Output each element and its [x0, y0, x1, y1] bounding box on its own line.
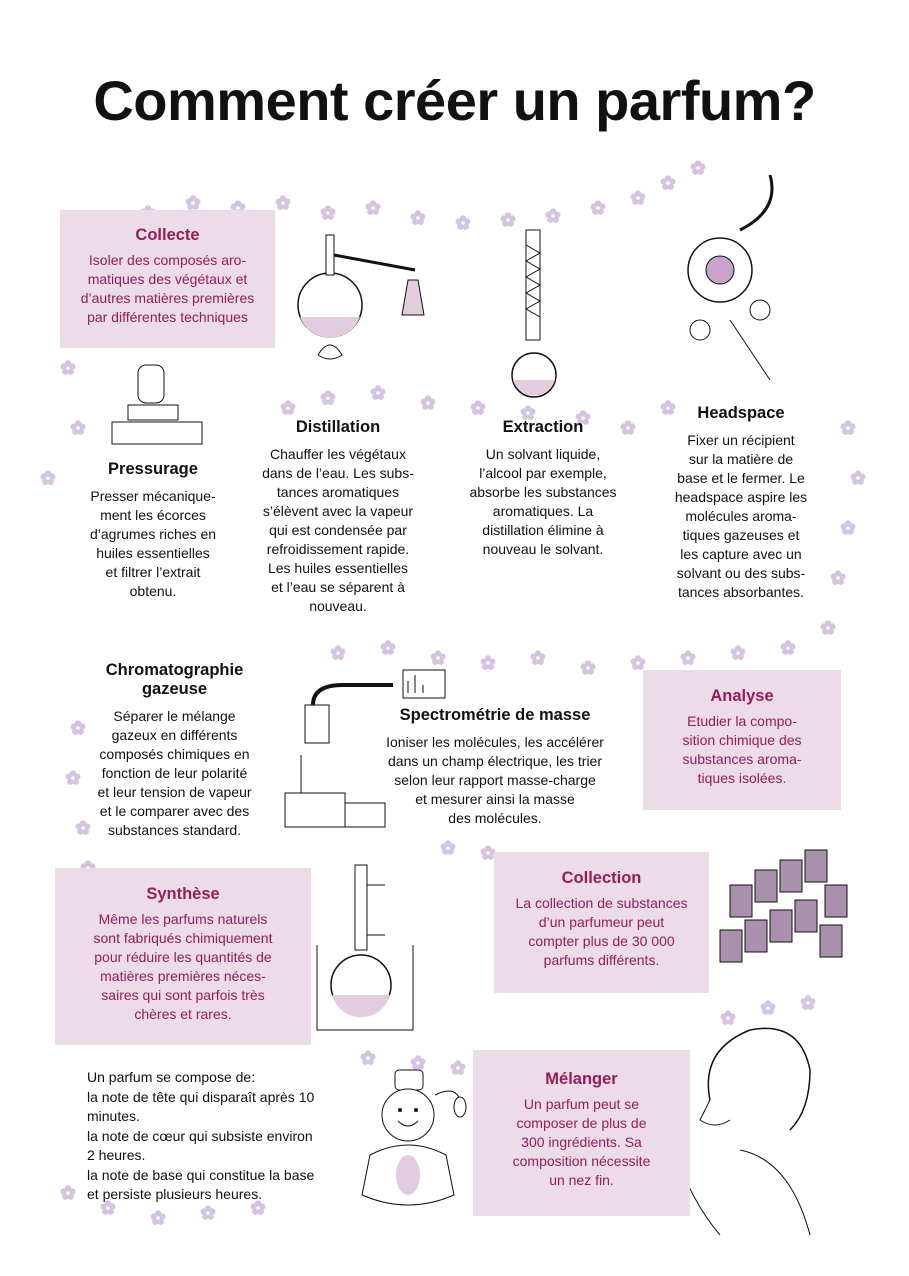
analyse-text: Etudier la compo- sition chimique des substances aroma- tiques isolées. [682, 713, 802, 786]
melanger-title: Mélanger [545, 1070, 618, 1088]
distillation-title: Distillation [295, 418, 381, 436]
flower-icon [530, 650, 546, 666]
melanger-text: Un parfum peut se composer de plus de 300 ingrédients. Sa composition nécessite un nez fin. [512, 1096, 651, 1188]
flower-icon [330, 645, 346, 661]
synthese-box [55, 868, 311, 1045]
flower-icon [185, 195, 201, 211]
flower-icon [850, 470, 866, 486]
analyse-box [643, 670, 841, 810]
page-title: Comment créer un parfum? [93, 69, 816, 132]
flower-icon [370, 385, 386, 401]
collecte-text: Isoler des composés aro- matiques des végétaux et d’autres matières premières par différentes techniques [80, 252, 255, 325]
chromatographie-text: Séparer le mélange gazeux en différents composés chimiques en fonction de leur polarité et leur tension de vapeur et le comparer avec des substances standard. [97, 708, 252, 838]
distillation-apparatus-icon [290, 225, 440, 375]
flower-icon [580, 660, 596, 676]
distillation-text: Chauffer les végétaux dans de l’eau. Les subs- tances aromatiques s’élèvent avec la vapeur qui est condensée par refroidissement rapide. Les huiles essentielles et l’eau se séparent à nouveau. [262, 446, 414, 614]
collection-title: Collection [561, 869, 642, 887]
collection-text: La collection de substances d’un parfumeur peut compter plus de 30 000 parfums différents. [515, 895, 688, 968]
flower-icon [660, 175, 676, 191]
pressurage-text: Presser mécanique- ment les écorces d’agrumes riches en huiles essentielles et filtrer l’extrait obtenu. [89, 488, 217, 599]
flower-icon [420, 395, 436, 411]
extraction-section [448, 418, 638, 559]
extraction-title: Extraction [502, 418, 584, 436]
melanger-box [473, 1050, 690, 1216]
flower-icon [730, 645, 746, 661]
flower-icon [320, 205, 336, 221]
pressurage-section [63, 460, 243, 601]
synthese-title: Synthèse [146, 885, 220, 903]
synthese-text: Même les parfums naturels sont fabriqués chimiquement pour réduire les quantités de matières premières néces- saires qui sont parfois très chères et rares. [93, 911, 273, 1022]
flower-icon [430, 650, 446, 666]
flower-icon [440, 840, 456, 856]
spectrometrie-text: Ioniser les molécules, les accélérer dans un champ électrique, les trier selon leur rapport masse-charge et mesurer ainsi la masse des molécules. [386, 734, 604, 826]
collecte-box [60, 210, 275, 348]
perfume-notes-text: Un parfum se compose de: la note de tête qui disparaît après 10 minutes. la note de cœur qui subsiste environ 2 heures. la note de base qui constitue la base et persiste plusieurs heures. [87, 1069, 315, 1202]
flower-icon [60, 360, 76, 376]
flower-icon [200, 1205, 216, 1221]
flower-icon [630, 190, 646, 206]
flower-icon [680, 650, 696, 666]
analyse-title: Analyse [710, 687, 774, 705]
flower-icon [470, 400, 486, 416]
flower-icon [380, 640, 396, 656]
flower-icon [360, 1050, 376, 1066]
flower-icon [40, 470, 56, 486]
perfume-bottles-icon [715, 840, 855, 970]
flower-icon [630, 655, 646, 671]
press-icon [110, 360, 205, 445]
flower-icon [820, 620, 836, 636]
flower-icon [545, 208, 561, 224]
distillation-section [243, 418, 433, 616]
collection-box [494, 852, 709, 993]
headspace-title: Headspace [697, 404, 785, 422]
flower-icon [280, 400, 296, 416]
flower-icon [480, 655, 496, 671]
headspace-text: Fixer un récipient sur la matière de base et le fermer. Le headspace aspire les molécules aroma- tiques gazeuses et les capture avec un solvant ou des subs- tances absorbantes. [674, 432, 808, 600]
flower-icon [840, 420, 856, 436]
spectrometrie-title: Spectrométrie de masse [399, 706, 591, 724]
flower-icon [320, 390, 336, 406]
synthesis-apparatus-icon [315, 860, 415, 1035]
headspace-section [651, 404, 831, 602]
perfume-bottle-icon [350, 1065, 470, 1215]
flower-icon [60, 1185, 76, 1201]
flower-icon [455, 215, 471, 231]
spectrometrie-section [360, 706, 630, 828]
flower-icon [70, 420, 86, 436]
flower-icon [830, 570, 846, 586]
flower-icon [840, 520, 856, 536]
flower-icon [410, 210, 426, 226]
flower-icon [150, 1210, 166, 1226]
extraction-apparatus-icon [500, 225, 570, 400]
flower-icon [365, 200, 381, 216]
chromatographie-section [62, 661, 287, 840]
flower-icon [590, 200, 606, 216]
flower-icon [275, 195, 291, 211]
collecte-title: Collecte [135, 226, 200, 244]
headspace-flower-icon [680, 170, 790, 385]
flower-icon [780, 640, 796, 656]
extraction-text: Un solvant liquide, l’alcool par exemple, absorbe les substances aromatiques. La distillation élimine à nouveau le solvant. [469, 446, 617, 557]
chromatographie-title: Chromatographie gazeuse [105, 661, 244, 698]
pressurage-title: Pressurage [108, 460, 198, 478]
